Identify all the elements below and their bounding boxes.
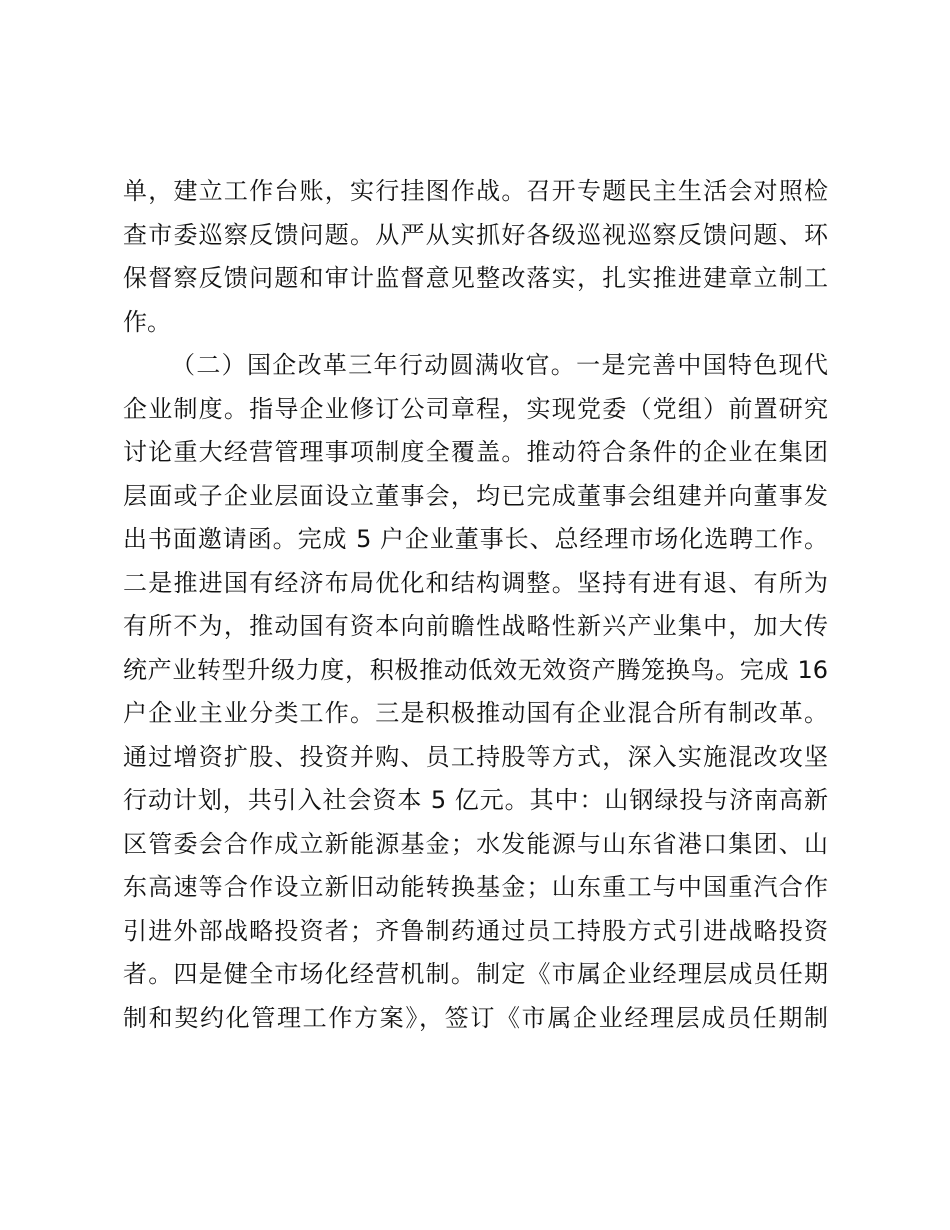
text-line: 统产业转型升级力度，积极推动低效无效资产腾笼换鸟。完成 16 xyxy=(123,655,828,684)
text-line: 东高速等合作设立新旧动能转换基金；山东重工与中国重汽合作 xyxy=(123,873,828,901)
text-line: 单，建立工作台账，实行挂图作战。召开专题民主生活会对照检 xyxy=(123,177,828,205)
text-line: 企业制度。指导企业修订公司章程，实现党委（党组）前置研究 xyxy=(123,394,828,423)
body-text xyxy=(123,170,828,1040)
text-line: 户企业主业分类工作。三是积极推动国有企业混合所有制改革。 xyxy=(123,699,828,727)
section-heading-line: （二）国企改革三年行动圆满收官。一是完善中国特色现代 xyxy=(171,351,828,379)
text-line: 者。四是健全市场化经营机制。制定《市属企业经理层成员任期 xyxy=(123,960,828,988)
text-line: 行动计划，共引入社会资本 5 亿元。其中：山钢绿投与济南高新 xyxy=(123,786,828,814)
text-line: 查市委巡察反馈问题。从严从实抓好各级巡视巡察反馈问题、环 xyxy=(123,220,828,249)
text-line: 出书面邀请函。完成 5 户企业董事长、总经理市场化选聘工作。 xyxy=(123,525,828,553)
text-line: 层面或子企业层面设立董事会，均已完成董事会组建并向董事发 xyxy=(123,481,828,510)
text-line: 作。 xyxy=(123,307,171,336)
text-line: 通过增资扩股、投资并购、员工持股等方式，深入实施混改攻坚 xyxy=(123,742,828,771)
text-line: 区管委会合作成立新能源基金；水发能源与山东省港口集团、山 xyxy=(123,829,828,858)
text-line: 讨论重大经营管理事项制度全覆盖。推动符合条件的企业在集团 xyxy=(123,438,828,466)
text-line: 引进外部战略投资者；齐鲁制药通过员工持股方式引进战略投资 xyxy=(123,916,828,945)
text-line: 二是推进国有经济布局优化和结构调整。坚持有进有退、有所为 xyxy=(123,568,828,597)
text-line: 保督察反馈问题和审计监督意见整改落实，扎实推进建章立制工 xyxy=(123,264,828,292)
text-line: 制和契约化管理工作方案》，签订《市属企业经理层成员任期制 xyxy=(123,1003,828,1032)
text-line: 有所不为，推动国有资本向前瞻性战略性新兴产业集中，加大传 xyxy=(123,612,828,640)
